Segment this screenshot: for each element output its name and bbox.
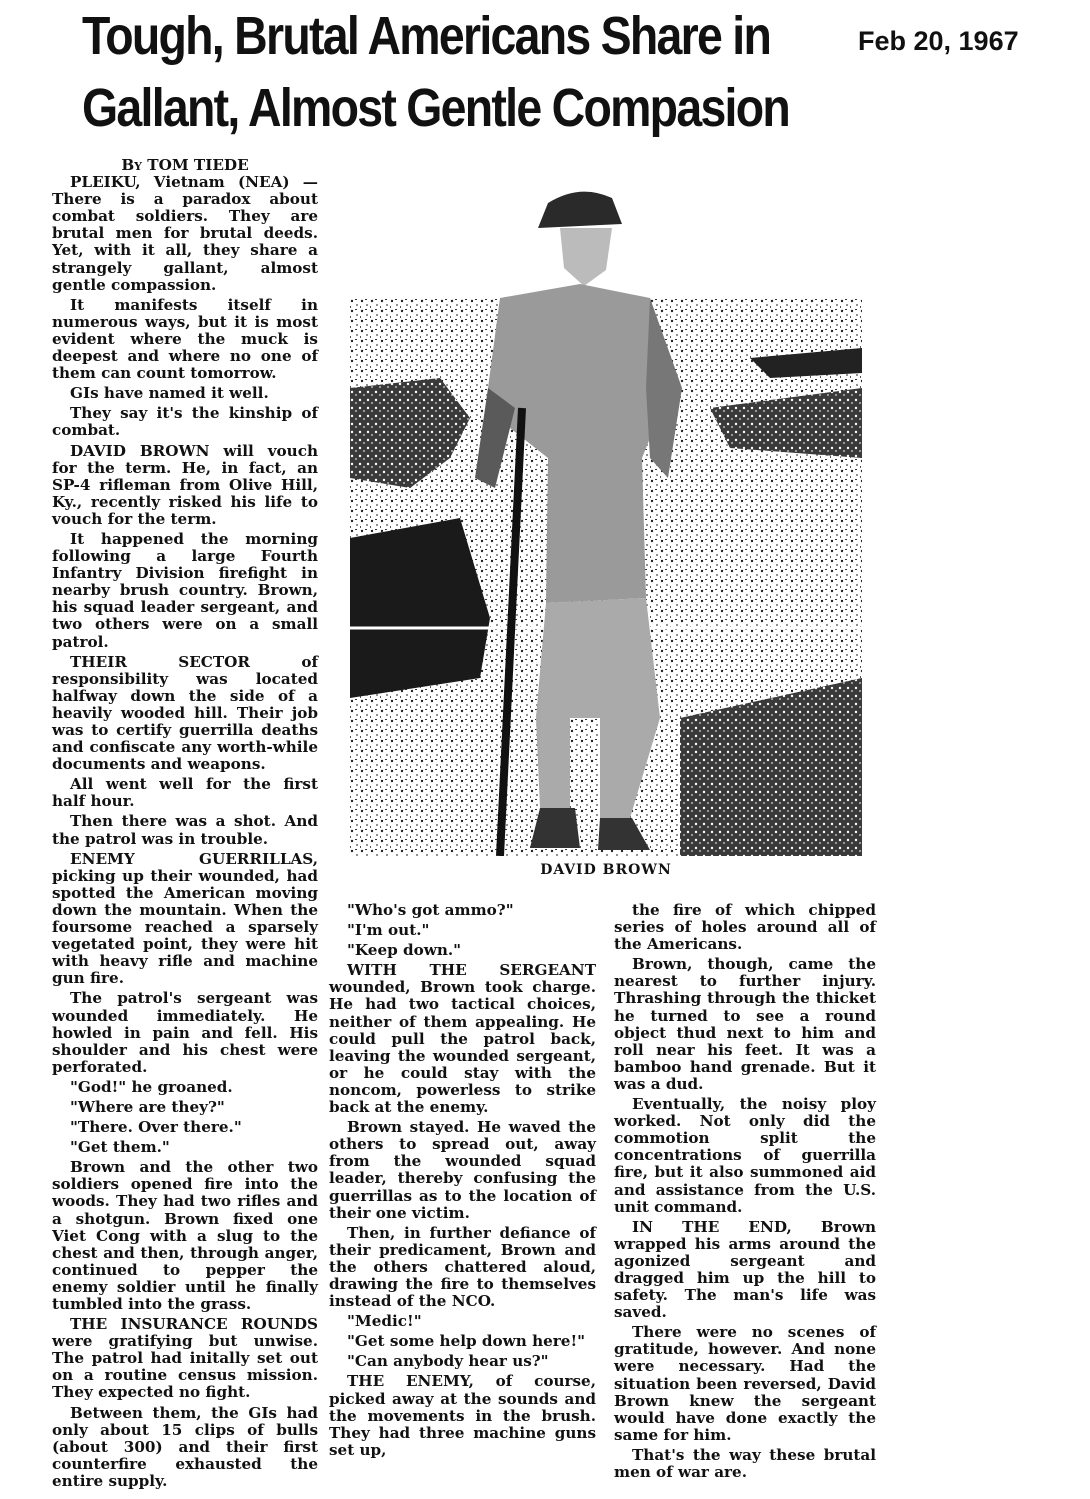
article-paragraph: Then, in further defiance of their predicament, Brown and the others chattered aloud, drawing the fire to themselves instead of the NCO. (329, 1223, 596, 1311)
article-paragraph: "I'm out." (347, 921, 430, 940)
article-paragraph: IN THE END, Brown wrapped his arms around the agonized sergeant and dragged him up the hill to safety. The man's life was saved. (614, 1217, 876, 1322)
article-paragraph: "Get them." (70, 1138, 170, 1157)
article-paragraph: PLEIKU, Vietnam (NEA) — There is a paradox about combat soldiers. They are brutal men for brutal deeds. Yet, with it all, they share a strangely gallant, almost gentle compassion. (52, 173, 318, 294)
article-paragraph: It manifests itself in numerous ways, but it is most evident where the muck is deepest and where no one of them can count tomorrow. (52, 295, 318, 383)
article-paragraph: GIs have named it well. (70, 384, 269, 403)
date-stamp: Feb 20, 1967 (858, 26, 1019, 56)
article-paragraph: Between them, the GIs had only about 15 clips of bulls (about 300) and their first counterfire exhausted the entire supply. (52, 1403, 318, 1490)
photo-caption: DAVID BROWN (540, 862, 672, 878)
article-paragraph: Brown, though, came the nearest to further injury. Thrashing through the thicket he turned to see a round object thud next to him and roll near his feet. It was a bamboo hand grenade. But it was a dud. (614, 955, 876, 1093)
article-column-2 (329, 902, 596, 1459)
article-paragraph: "Where are they?" (70, 1097, 225, 1116)
article-paragraph: THE ENEMY, of course, picked away at the sounds and the movements in the brush. They had three machine guns set up, (329, 1372, 596, 1459)
article-paragraph: "Keep down." (347, 941, 462, 960)
article-paragraph: There were no scenes of gratitude, however. And none were necessary. Had the situation been reversed, David Brown knew the sergeant would have done exactly the same for him. (614, 1323, 876, 1444)
article-paragraph: "Can anybody hear us?" (347, 1352, 549, 1371)
article-paragraph: "Get some help down here!" (347, 1332, 586, 1351)
article-paragraph: THE INSURANCE ROUNDS were gratifying but unwise. The patrol had initally set out on a routine census mission. They expected no fight. (52, 1315, 318, 1402)
article-paragraph: All went well for the first half hour. (52, 775, 318, 811)
article-paragraph: "Medic!" (347, 1312, 422, 1331)
article-paragraph: THEIR SECTOR of responsibility was located halfway down the side of a heavily wooded hill. Their job was to certify guerrilla deaths and confiscate any worth-while documents and weapons. (52, 652, 318, 774)
article-paragraph: That's the way these brutal men of war are. (614, 1445, 876, 1481)
article-column-3 (614, 902, 876, 1481)
headline-line-2: Gallant, Almost Gentle Compasion (82, 78, 790, 138)
article-paragraph: WITH THE SERGEANT wounded, Brown took charge. He had two tactical choices, neither of them appealing. He could pull the patrol back, leaving the wounded sergeant, or he could stay with the noncom, powerless to strike back at the enemy. (329, 961, 596, 1117)
article-paragraph: Brown stayed. He waved the others to spread out, away from the wounded squad leader, thereby confusing the guerrillas as to the location of their one victim. (329, 1118, 596, 1222)
article-paragraph: "Who's got ammo?" (347, 901, 514, 919)
article-paragraph: Brown and the other two soldiers opened fire into the woods. They had two rifles and a shotgun. Brown fixed one Viet Cong with a slug to the chest and then, through anger, continued to pepper the enemy soldier until he finally tumbled into the grass. (52, 1158, 318, 1313)
article-paragraph: "There. Over there." (70, 1118, 242, 1137)
article-paragraph: Then there was a shot. And the patrol was in trouble. (52, 812, 318, 848)
article-paragraph: ENEMY GUERRILLAS, picking up their wounded, had spotted the American moving down the mountain. When the foursome reached a sparsely vegetated point, they were hit with heavy rifle and machine gun fire. (52, 849, 318, 988)
soldier-photo (350, 158, 862, 856)
article-paragraph: Eventually, the noisy ploy worked. Not only did the commotion split the concentrations of guerrilla fire, but it also summoned aid and assistance from the U.S. unit command. (614, 1095, 876, 1216)
column-1-body (52, 174, 318, 1490)
article-paragraph: the fire of which chipped series of holes around all of the Americans. (614, 901, 876, 954)
article-paragraph: DAVID BROWN will vouch for the term. He, in fact, an SP-4 rifleman from Olive Hill, Ky., recently risked his life to vouch for the term. (52, 441, 318, 528)
article-paragraph: The patrol's sergeant was wounded immediately. He howled in pain and fell. His shoulder and his chest were perforated. (52, 989, 318, 1076)
article-paragraph: They say it's the kinship of combat. (52, 404, 318, 440)
headline-line-1: Tough, Brutal Americans Share in (82, 6, 771, 66)
article-paragraph: It happened the morning following a large Fourth Infantry Division firefight in nearby brush country. Brown, his squad leader sergeant, and two others were on a small patrol. (52, 529, 318, 651)
byline: By TOM TIEDE (121, 156, 249, 174)
headline (82, 0, 790, 144)
article-column-1 (52, 157, 318, 1490)
article-paragraph: "God!" he groaned. (70, 1077, 233, 1096)
